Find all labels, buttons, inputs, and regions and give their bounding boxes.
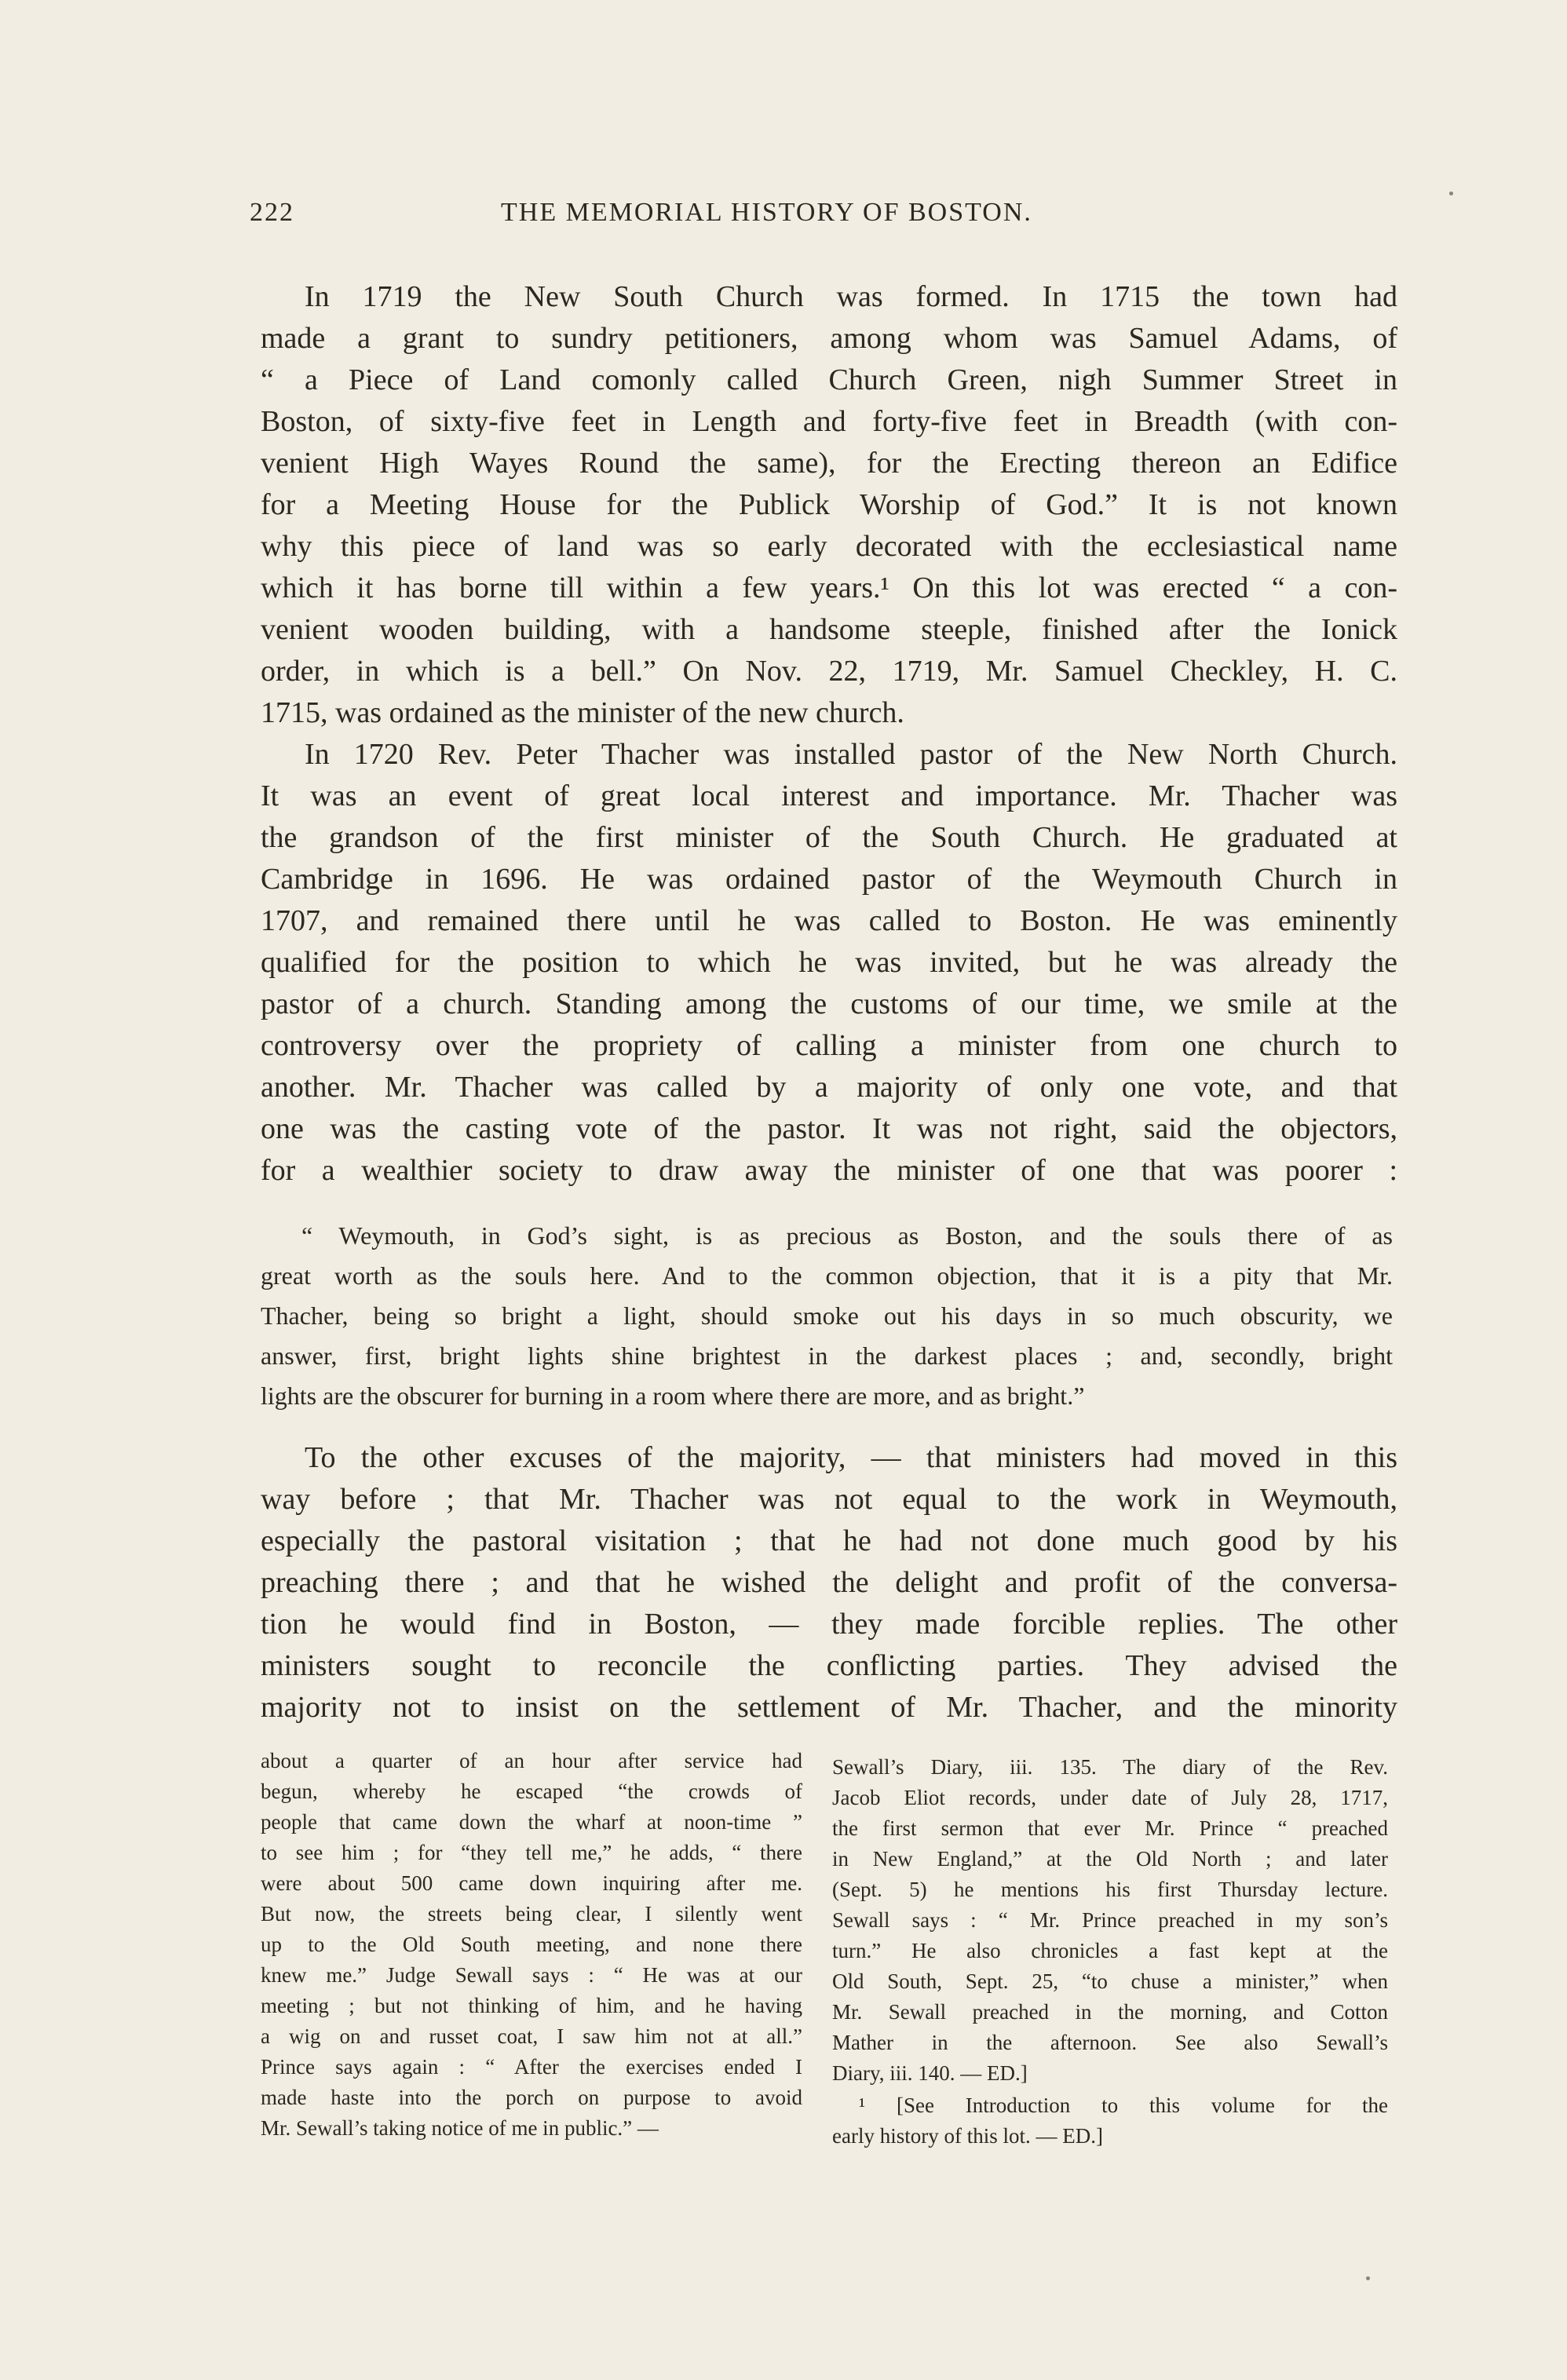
footnote-line: a wig on and russet coat, I saw him not at all.” bbox=[261, 2024, 802, 2048]
body-line: In 1719 the New South Church was formed. In 1715 the town had bbox=[305, 280, 1397, 313]
body-line: In 1720 Rev. Peter Thacher was installed pastor of the New North Church. bbox=[305, 738, 1397, 771]
footnote-line: turn.” He also chronicles a fast kept at the bbox=[832, 1939, 1388, 1962]
footnote-line: Mr. Sewall’s taking notice of me in public.” — bbox=[261, 2116, 659, 2140]
paper-speck bbox=[1449, 192, 1453, 195]
footnote-line: Sewall’s Diary, iii. 135. The diary of the Rev. bbox=[832, 1755, 1388, 1779]
body-line: It was an event of great local interest and importance. Mr. Thacher was bbox=[261, 779, 1397, 812]
footnote-line: knew me.” Judge Sewall says : “ He was at our bbox=[261, 1963, 802, 1987]
body-line: Cambridge in 1696. He was ordained pastor of the Weymouth Church in bbox=[261, 863, 1397, 896]
running-head bbox=[250, 198, 1396, 237]
footnote-line: But now, the streets being clear, I silently went bbox=[261, 1902, 802, 1926]
body-line: made a grant to sundry petitioners, among whom was Samuel Adams, of bbox=[261, 322, 1397, 355]
footnote-line: meeting ; but not thinking of him, and he having bbox=[261, 1994, 802, 2017]
body-line: “ a Piece of Land comonly called Church Green, nigh Summer Street in bbox=[261, 363, 1397, 396]
body-line: venient wooden building, with a handsome steeple, finished after the Ionick bbox=[261, 613, 1397, 646]
body-line: To the other excuses of the majority, — that ministers had moved in this bbox=[305, 1441, 1397, 1474]
body-line: why this piece of land was so early decorated with the ecclesiastical name bbox=[261, 530, 1397, 563]
body-line: the grandson of the first minister of the South Church. He graduated at bbox=[261, 821, 1397, 854]
footnote-line: Jacob Eliot records, under date of July 28, 1717, bbox=[832, 1786, 1388, 1809]
body-line: order, in which is a bell.” On Nov. 22, 1719, Mr. Samuel Checkley, H. C. bbox=[261, 655, 1397, 688]
quote-line: “ Weymouth, in God’s sight, is as precious as Boston, and the souls there of as bbox=[301, 1221, 1393, 1250]
footnote-line: the first sermon that ever Mr. Prince “ preached bbox=[832, 1816, 1388, 1840]
body-line: way before ; that Mr. Thacher was not equal to the work in Weymouth, bbox=[261, 1483, 1397, 1516]
body-line: Boston, of sixty-five feet in Length and forty-five feet in Breadth (with con- bbox=[261, 405, 1397, 438]
body-line: controversy over the propriety of calling a minister from one church to bbox=[261, 1029, 1397, 1062]
page-title: THE MEMORIAL HISTORY OF BOSTON. bbox=[501, 198, 1032, 227]
footnote-line: Diary, iii. 140. — ED.] bbox=[832, 2061, 1028, 2085]
footnote-line: Mr. Sewall preached in the morning, and Cotton bbox=[832, 2000, 1388, 2024]
footnote-line: made haste into the porch on purpose to avoid bbox=[261, 2086, 802, 2109]
page-number: 222 bbox=[250, 198, 294, 227]
footnote-line: Sewall says : “ Mr. Prince preached in my son’s bbox=[832, 1908, 1388, 1932]
body-line: another. Mr. Thacher was called by a majority of only one vote, and that bbox=[261, 1071, 1397, 1104]
footnote-line: Mather in the afternoon. See also Sewall’s bbox=[832, 2031, 1388, 2054]
body-line: pastor of a church. Standing among the customs of our time, we smile at the bbox=[261, 987, 1397, 1020]
body-line: especially the pastoral visitation ; that he had not done much good by his bbox=[261, 1524, 1397, 1557]
body-line: venient High Wayes Round the same), for the Erecting thereon an Edifice bbox=[261, 447, 1397, 480]
body-line: ministers sought to reconcile the conflicting parties. They advised the bbox=[261, 1649, 1397, 1682]
body-line: qualified for the position to which he was invited, but he was already the bbox=[261, 946, 1397, 979]
quote-line: lights are the obscurer for burning in a room where there are more, and as bright.” bbox=[261, 1382, 1085, 1410]
footnote-line: about a quarter of an hour after service had bbox=[261, 1749, 802, 1772]
paper-speck bbox=[1366, 2276, 1370, 2280]
body-line: 1715, was ordained as the minister of the new church. bbox=[261, 696, 904, 729]
footnote-line: in New England,” at the Old North ; and later bbox=[832, 1847, 1388, 1871]
body-line: for a wealthier society to draw away the minister of one that was poorer : bbox=[261, 1154, 1397, 1187]
body-line: for a Meeting House for the Publick Worship of God.” It is not known bbox=[261, 488, 1397, 521]
footnote-line: early history of this lot. — ED.] bbox=[832, 2124, 1103, 2148]
footnote-line: ¹ [See Introduction to this volume for the bbox=[859, 2093, 1388, 2117]
footnote-line: up to the Old South meeting, and none there bbox=[261, 1933, 802, 1956]
quote-line: great worth as the souls here. And to the common objection, that it is a pity that Mr. bbox=[261, 1261, 1393, 1290]
footnote-line: were about 500 came down inquiring after me. bbox=[261, 1871, 802, 1895]
footnote-line: people that came down the wharf at noon-time ” bbox=[261, 1810, 802, 1834]
body-line: majority not to insist on the settlement of Mr. Thacher, and the minority bbox=[261, 1691, 1397, 1724]
footnote-line: Prince says again : “ After the exercises ended I bbox=[261, 2055, 802, 2079]
quote-line: Thacher, being so bright a light, should smoke out his days in so much obscurity, we bbox=[261, 1301, 1393, 1330]
body-line: tion he would find in Boston, — they made forcible replies. The other bbox=[261, 1608, 1397, 1641]
body-line: one was the casting vote of the pastor. It was not right, said the objectors, bbox=[261, 1112, 1397, 1145]
footnote-line: Old South, Sept. 25, “to chuse a minister,” when bbox=[832, 1969, 1388, 1993]
quote-line: answer, first, bright lights shine brightest in the darkest places ; and, secondly, bright bbox=[261, 1341, 1393, 1370]
body-line: which it has borne till within a few years.¹ On this lot was erected “ a con- bbox=[261, 571, 1397, 604]
footnote-line: to see him ; for “they tell me,” he adds, “ there bbox=[261, 1841, 802, 1864]
body-line: preaching there ; and that he wished the delight and profit of the conversa- bbox=[261, 1566, 1397, 1599]
body-line: 1707, and remained there until he was called to Boston. He was eminently bbox=[261, 904, 1397, 937]
footnote-line: begun, whereby he escaped “the crowds of bbox=[261, 1780, 802, 1803]
footnote-line: (Sept. 5) he mentions his first Thursday lecture. bbox=[832, 1878, 1388, 1901]
